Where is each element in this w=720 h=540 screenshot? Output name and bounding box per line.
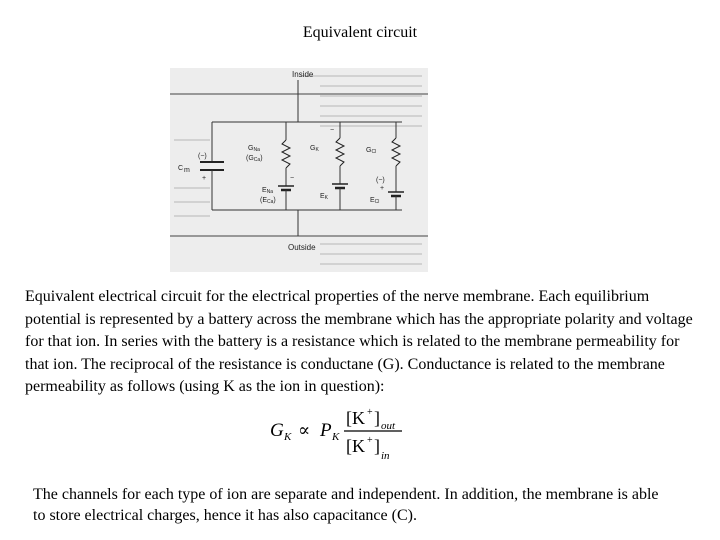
svg-text:+: + — [202, 175, 207, 182]
membrane-capacitor — [178, 122, 224, 210]
outside-label: Outside — [288, 243, 316, 252]
svg-text:+: + — [367, 407, 373, 418]
channels-paragraph: The channels for each type of ion are separate and independent. In addition, the membrane is able to store electrical charges, hence it has also capacitance (C). — [33, 486, 659, 524]
svg-text:−: − — [330, 127, 335, 134]
svg-text:+: + — [380, 185, 385, 192]
svg-text:GNa: GNa — [248, 145, 260, 153]
svg-text:ECl: ECl — [370, 197, 380, 205]
svg-text:(−): (−) — [376, 177, 385, 184]
svg-text:(−): (−) — [198, 153, 207, 160]
svg-text:K: K — [284, 431, 292, 443]
svg-text:EK: EK — [320, 193, 329, 201]
inside-label: Inside — [292, 70, 314, 79]
svg-text:−: − — [290, 175, 295, 182]
sodium-branch — [246, 122, 294, 210]
chloride-branch — [366, 122, 404, 210]
description-paragraph: Equivalent electrical circuit for the electrical properties of the nerve membrane. Each equilibrium potential is represented by a battery across the membrane which has the appropriate polarity and voltage for that ion. In series with the battery is a resistance which is related to the membrane permeability for that ion. The reciprocal of the resistance is conductane (G). Conductance is related to the membrane permeability as follows (using K as the ion in question): — [25, 288, 693, 395]
svg-text:(GCa): (GCa) — [246, 155, 263, 163]
svg-text:]: ] — [374, 436, 380, 456]
potassium-resistor — [336, 138, 344, 166]
svg-text:]: ] — [374, 408, 380, 428]
svg-text:C: C — [178, 165, 184, 172]
svg-text:ENa: ENa — [262, 187, 274, 195]
svg-text:GCl: GCl — [366, 147, 377, 155]
sodium-resistor — [282, 140, 290, 168]
svg-text:[K: [K — [346, 436, 365, 456]
svg-text:[K: [K — [346, 408, 365, 428]
svg-text:(ECa): (ECa) — [260, 197, 276, 205]
formula-svg — [270, 402, 410, 464]
formula-g: G — [270, 420, 284, 441]
svg-text:K: K — [332, 431, 340, 443]
circuit-svg — [170, 68, 428, 272]
svg-text:+: + — [367, 435, 373, 446]
equivalent-circuit-diagram — [170, 68, 428, 272]
slide-title: Equivalent circuit — [302, 24, 418, 41]
svg-text:m: m — [184, 167, 190, 174]
svg-text:in: in — [381, 450, 390, 462]
svg-text:out: out — [381, 420, 396, 432]
svg-text:GK: GK — [310, 145, 319, 153]
formula-proportional: ∝ — [298, 420, 311, 440]
conductance-formula — [270, 402, 410, 464]
svg-text:P: P — [320, 420, 332, 441]
chloride-resistor — [392, 138, 400, 166]
potassium-branch — [310, 122, 348, 210]
